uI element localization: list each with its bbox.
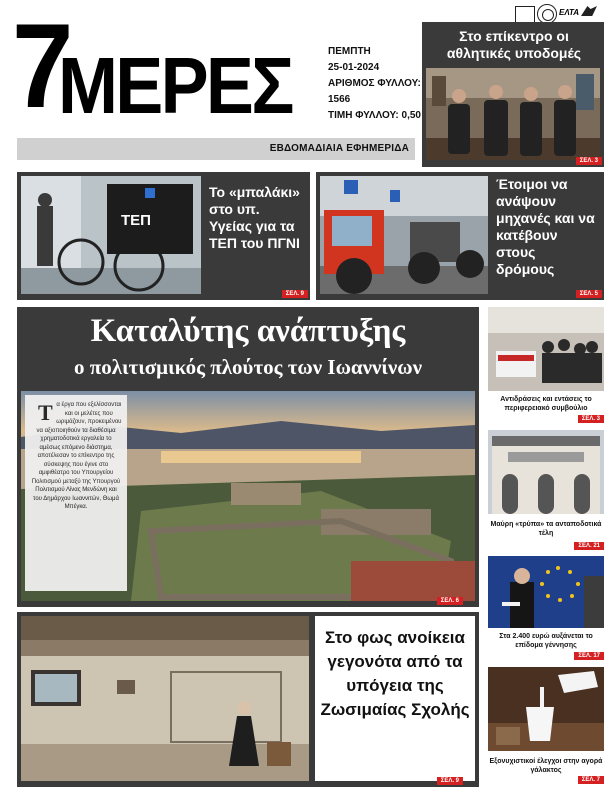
subline: ΕΒΔΟΜΑΔΙΑΙΑ ΕΦΗΜΕΡΙΔΑ xyxy=(269,143,409,154)
council-photo xyxy=(488,307,604,391)
lead-body: α έργα που εξελίσσονται και οι μελέτες που ωριμάζουν, προκειμένου να αξιοποιηθούν τα διαθέσιμα χρηματοδοτικά εργαλεία το αμέσως επόμενο διάστημα, αποτέλεσαν το επίκεντρο της σύσκεψης που έγινε στο αμφιθέατρο του Υπουργείου Πολιτισμού μεταξύ της Υπουργού Πολιτισμού Λίνας Μενδώνη και του Δημάρχου Ιωαννιτών, Θωμά Μπέγκα. xyxy=(31,402,122,510)
tractors-photo xyxy=(320,176,488,294)
story-farmers[interactable] xyxy=(316,172,604,300)
story-basement-title: Στο φως ανοίκεια γεγονότα από τα υπόγεια της Ζωσιμαίας Σχολής xyxy=(320,628,470,719)
page-tag: ΣΕΛ. 9 xyxy=(437,777,463,785)
publisher-logos xyxy=(515,4,603,24)
side-story-allowance[interactable] xyxy=(488,556,604,662)
subline-bar xyxy=(17,138,415,160)
story-hospital-title: Το «μπαλάκι» στο υπ. Υγείας για τα ΤΕΠ του ΠΓΝΙ xyxy=(209,184,300,251)
story-basement[interactable] xyxy=(17,612,479,787)
page-tag: ΣΕΛ. 21 xyxy=(574,542,604,550)
side-story-milk[interactable] xyxy=(488,667,604,785)
issue-info xyxy=(328,44,421,124)
press-briefing-photo xyxy=(488,556,604,628)
elta-logo xyxy=(559,8,579,17)
page-tag: ΣΕΛ. 5 xyxy=(576,290,602,298)
officials-photo xyxy=(426,68,600,160)
side-story-council-caption: Αντιδράσεις και εντάσεις το περιφερειακό συμβούλιο xyxy=(500,396,592,412)
basement-photo xyxy=(21,616,309,781)
issue-date: 25-01-2024 xyxy=(328,62,380,73)
story-farmers-title: Έτοιμοι να ανάψουν μηχανές και να κατέβουν στους δρόμους xyxy=(496,176,595,277)
side-story-allowance-caption: Στα 2.400 ευρώ αυξάνεται το επίδομα γέννησης xyxy=(499,633,593,649)
page-tag: ΣΕΛ. 17 xyxy=(574,652,604,660)
lead-heading: Καταλύτης ανάπτυξης xyxy=(90,313,406,349)
milk-photo xyxy=(488,667,604,751)
seal-logo-icon xyxy=(537,4,557,24)
side-story-fees-caption: Μαύρη «τρύπα» τα ανταποδοτικά τέλη xyxy=(490,521,602,537)
issue-number: 1566 xyxy=(328,94,351,105)
story-sports-facilities[interactable] xyxy=(422,22,604,167)
page-tag: ΣΕΛ. 7 xyxy=(578,776,604,784)
page-tag: ΣΕΛ. 9 xyxy=(282,290,308,298)
page-tag: ΣΕΛ. 6 xyxy=(437,597,463,605)
story-sports-facilities-title: Στο επίκεντρο οι αθλητικές υποδομές xyxy=(446,28,582,61)
side-story-council[interactable] xyxy=(488,307,604,425)
story-hospital[interactable] xyxy=(17,172,310,300)
issue-number-label: ΑΡΙΘΜΟΣ ΦΥΛΛΟΥ: xyxy=(328,78,421,89)
wheelchair-photo xyxy=(21,176,201,294)
lead-dropcap: Τ xyxy=(38,400,53,425)
page-tag: ΣΕΛ. 3 xyxy=(576,157,602,165)
issue-price: ΤΙΜΗ ΦΥΛΛΟΥ: 0,50 xyxy=(328,110,421,121)
story-basement-textbox xyxy=(315,616,475,781)
elta-logo-text: ΕΛΤΑ xyxy=(559,8,580,17)
masthead-word: ΜΕΡΕΣ xyxy=(58,41,292,130)
wheelchair-sign: ΤΕΠ xyxy=(121,212,151,229)
masthead-number: 7 xyxy=(12,0,68,133)
lead-subheading: ο πολιτισμικός πλούτος των Ιωαννίνων xyxy=(73,355,423,379)
side-story-fees[interactable] xyxy=(488,430,604,552)
page-tag: ΣΕΛ. 3 xyxy=(578,415,604,423)
lead-textbox xyxy=(25,395,127,591)
side-story-milk-caption: Εξονυχιστικοί έλεγχοι στην αγορά γάλακτος xyxy=(489,758,603,774)
town-hall-photo xyxy=(488,430,604,514)
masthead xyxy=(12,0,312,134)
issue-day: ΠΕΜΠΤΗ xyxy=(328,46,371,57)
lead-story[interactable] xyxy=(17,307,479,607)
